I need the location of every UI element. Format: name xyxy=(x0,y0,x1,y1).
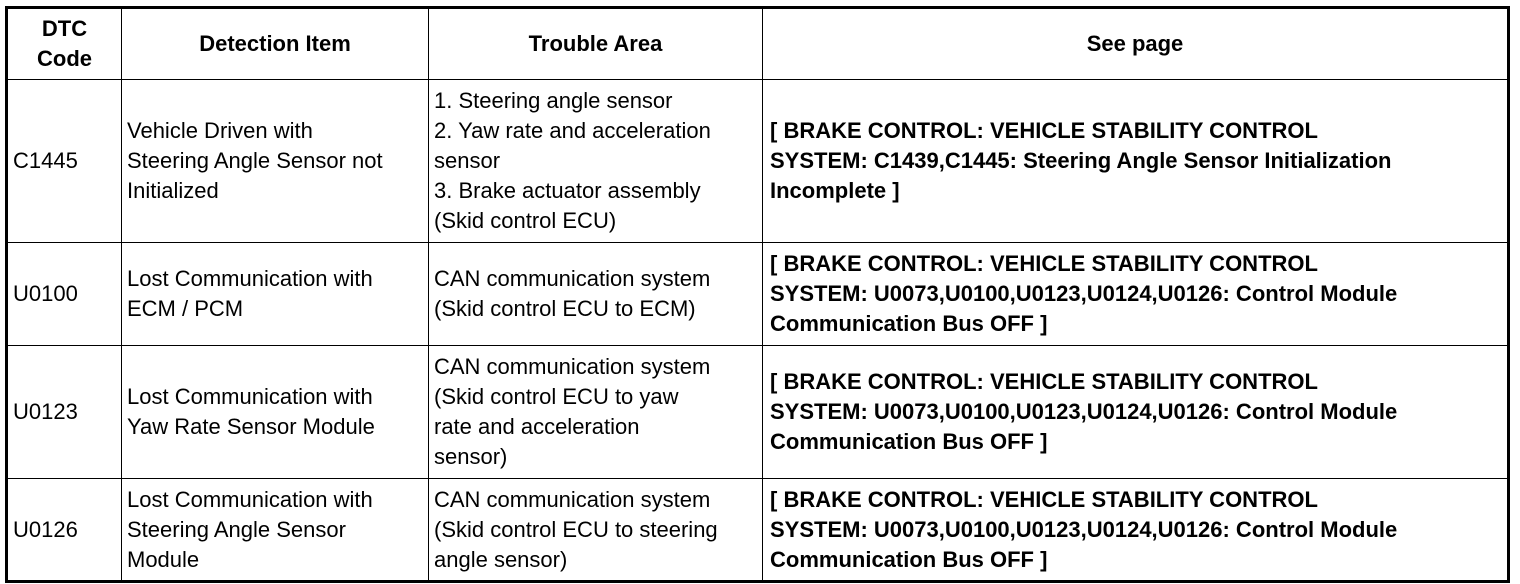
cell-line: SYSTEM: U0073,U0100,U0123,U0124,U0126: Control Module xyxy=(770,399,1398,424)
cell-line: Vehicle Driven with xyxy=(127,118,313,143)
dtc-code-cell: U0123 xyxy=(7,346,122,479)
cell-line: Steering Angle Sensor xyxy=(127,516,346,542)
table-row xyxy=(7,80,1509,243)
trouble-area-cell xyxy=(429,243,763,346)
cell-line: 2. Yaw rate and acceleration xyxy=(434,118,711,143)
dtc-code-cell: C1445 xyxy=(7,80,122,243)
cell-line: Steering Angle Sensor not xyxy=(127,148,383,173)
trouble-area-cell xyxy=(429,80,763,243)
cell-line: Lost Communication with xyxy=(127,266,373,291)
cell-line: Initialized xyxy=(127,178,219,203)
cell-line: Lost Communication with xyxy=(127,486,373,512)
header-dtc-code xyxy=(7,8,122,80)
detection-item-cell xyxy=(122,80,429,243)
cell-line: Communication Bus OFF ] xyxy=(770,429,1048,454)
cell-line: Module xyxy=(127,546,200,572)
cell-line: (Skid control ECU to steering xyxy=(434,516,718,542)
header-see-page: See page xyxy=(763,8,1509,80)
dtc-table xyxy=(5,6,1510,583)
cell-line: sensor) xyxy=(434,444,508,469)
cell-line: [ BRAKE CONTROL: VEHICLE STABILITY CONTROL xyxy=(770,369,1318,394)
see-page-link[interactable] xyxy=(763,479,1509,582)
cell-line: [ BRAKE CONTROL: VEHICLE STABILITY CONTROL xyxy=(770,486,1318,512)
table-row xyxy=(7,243,1509,346)
cell-line: CAN communication system xyxy=(434,354,711,379)
see-page-link[interactable] xyxy=(763,346,1509,479)
cell-line: 1. Steering angle sensor xyxy=(434,88,673,113)
cell-line: 3. Brake actuator assembly xyxy=(434,178,701,203)
detection-item-cell xyxy=(122,346,429,479)
cell-line: SYSTEM: U0073,U0100,U0123,U0124,U0126: Control Module xyxy=(770,516,1398,542)
cell-line: (Skid control ECU) xyxy=(434,208,617,233)
trouble-area-cell xyxy=(429,346,763,479)
cell-line: [ BRAKE CONTROL: VEHICLE STABILITY CONTROL xyxy=(770,251,1318,276)
cell-line: rate and acceleration xyxy=(434,414,640,439)
cell-line: (Skid control ECU to ECM) xyxy=(434,296,696,321)
see-page-link[interactable] xyxy=(763,80,1509,243)
cell-line: sensor xyxy=(434,148,501,173)
header-dtc-code-line: Code xyxy=(37,46,92,71)
cell-line: CAN communication system xyxy=(434,486,711,512)
header-trouble-area: Trouble Area xyxy=(429,8,763,80)
header-dtc-code-line: DTC xyxy=(41,16,88,41)
cell-line: Lost Communication with xyxy=(127,384,373,409)
dtc-code-cell: U0100 xyxy=(7,243,122,346)
detection-item-cell xyxy=(122,243,429,346)
cell-line: [ BRAKE CONTROL: VEHICLE STABILITY CONTROL xyxy=(770,118,1318,143)
cell-line: Communication Bus OFF ] xyxy=(770,311,1048,336)
see-page-link[interactable] xyxy=(763,243,1509,346)
table-row xyxy=(7,479,1509,582)
detection-item-cell xyxy=(122,479,429,582)
cell-line: angle sensor) xyxy=(434,546,568,572)
dtc-code-cell: U0126 xyxy=(7,479,122,582)
cell-line: CAN communication system xyxy=(434,266,711,291)
table-header-row xyxy=(7,8,1509,80)
cell-line: (Skid control ECU to yaw xyxy=(434,384,679,409)
cell-line: ECM / PCM xyxy=(127,296,244,321)
trouble-area-cell xyxy=(429,479,763,582)
header-detection-item: Detection Item xyxy=(122,8,429,80)
table-row xyxy=(7,346,1509,479)
cell-line: SYSTEM: C1439,C1445: Steering Angle Sensor Initialization xyxy=(770,148,1392,173)
cell-line: Incomplete ] xyxy=(770,178,900,203)
cell-line: SYSTEM: U0073,U0100,U0123,U0124,U0126: Control Module xyxy=(770,281,1398,306)
cell-line: Communication Bus OFF ] xyxy=(770,546,1048,572)
cell-line: Yaw Rate Sensor Module xyxy=(127,414,375,439)
